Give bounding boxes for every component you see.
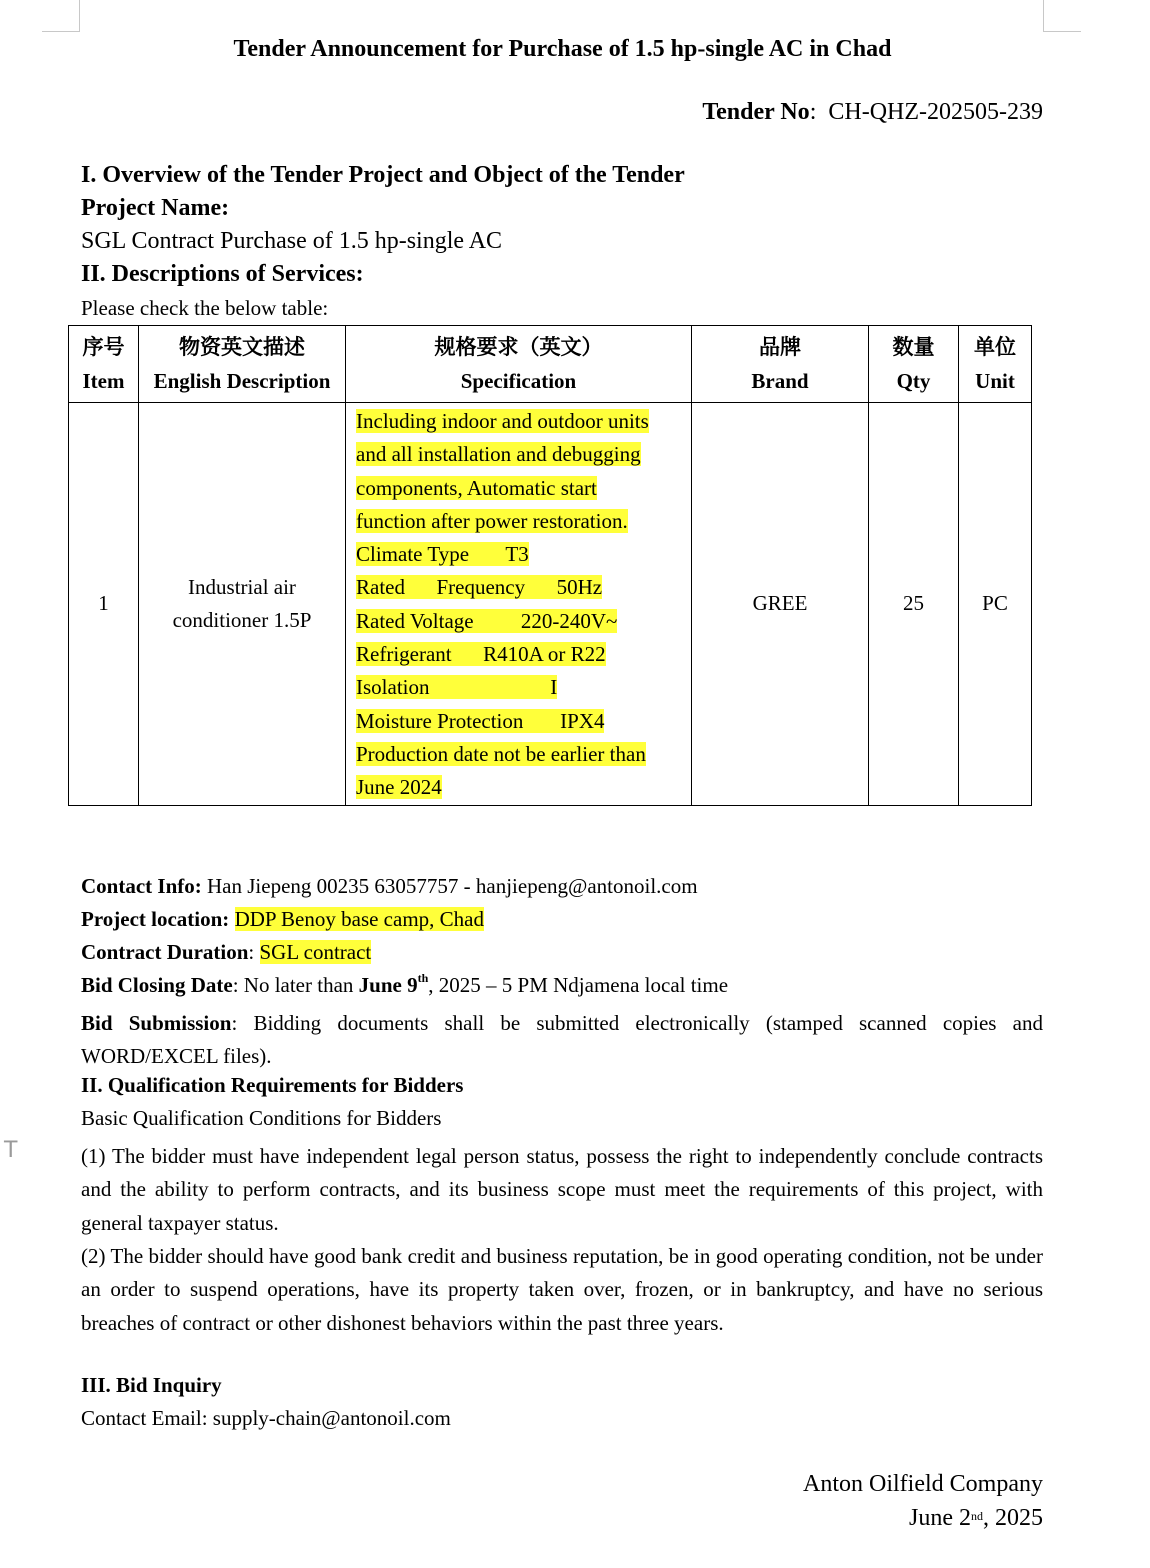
section2-heading: II. Descriptions of Services:: [81, 261, 364, 287]
header-unit: 单位 Unit: [959, 326, 1032, 403]
cell-brand: GREE: [692, 403, 869, 806]
header-specification: 规格要求（英文） Specification: [346, 326, 692, 403]
header-brand: 品牌 Brand: [692, 326, 869, 403]
bid-closing-date: Bid Closing Date: No later than June 9th, 2025 – 5 PM Ndjamena local time: [81, 971, 729, 997]
cell-unit: PC: [959, 403, 1032, 806]
signature-date: June 2nd, 2025: [909, 1505, 1043, 1531]
table-header-row: [69, 326, 1032, 403]
section1-heading: I. Overview of the Tender Project and Object of the Tender: [81, 162, 685, 188]
qualification-heading: II. Qualification Requirements for Bidders: [81, 1073, 464, 1097]
cell-description: Industrial air conditioner 1.5P: [139, 403, 346, 806]
signature-company: Anton Oilfield Company: [803, 1471, 1043, 1497]
header-item: 序号 Item: [69, 326, 139, 403]
specification-table: [68, 325, 1032, 806]
project-name-label: Project Name:: [81, 195, 230, 221]
header-description: 物资英文描述 English Description: [139, 326, 346, 403]
tender-number: [702, 99, 1043, 126]
cell-specification: Including indoor and outdoor units and all installation and debugging components, Automatic start function after power restoration. Climate Type T3 Rated Frequency 50Hz Rated Voltage 220-240V~ Refrigerant R410A or R22 Isolation I Moisture Protection IPX4 Production date not be earlier than June 2024: [346, 403, 692, 806]
project-location: Project location: DDP Benoy base camp, Chad: [81, 907, 484, 931]
qualification-item-1: (1) The bidder must have independent legal person status, possess the right to independently conclude contracts and the ability to perform contracts, and its business scope must meet the requirements of this project, with general taxpayer status.: [81, 1144, 1043, 1235]
crop-mark-top-right: [1043, 0, 1081, 32]
project-name-value: SGL Contract Purchase of 1.5 hp-single AC: [81, 228, 503, 254]
cell-item: 1: [69, 403, 139, 806]
tender-number-label: Tender No: [702, 99, 810, 125]
header-qty: 数量 Qty: [869, 326, 959, 403]
tender-number-separator: :: [809, 99, 817, 125]
document-title: Tender Announcement for Purchase of 1.5 hp-single AC in Chad: [233, 36, 892, 62]
cell-qty: 25: [869, 403, 959, 806]
text-cursor-marker: T: [4, 1138, 18, 1163]
table-row: [69, 403, 1032, 806]
inquiry-email: Contact Email: supply-chain@antonoil.com: [81, 1406, 451, 1430]
inquiry-heading: III. Bid Inquiry: [81, 1373, 222, 1397]
contract-duration: Contract Duration: SGL contract: [81, 940, 372, 964]
crop-mark-top-left: [42, 0, 80, 32]
contact-info: Contact Info: Han Jiepeng 00235 63057757 - hanjiepeng@antonoil.com: [81, 874, 698, 898]
qualification-subheading: Basic Qualification Conditions for Bidders: [81, 1106, 442, 1130]
table-intro: Please check the below table:: [81, 296, 329, 320]
qualification-item-2: (2) The bidder should have good bank credit and business reputation, be in good operating condition, not be under an order to suspend operations, have its property taken over, frozen, or in bankruptcy, and have no serious breaches of contract or other dishonest behaviors within the past three years.: [81, 1244, 1043, 1335]
tender-number-value: CH-QHZ-202505-239: [828, 99, 1043, 125]
bid-submission: Bid Submission: Bidding documents shall be submitted electronically (stamped scanned copies and WORD/EXCEL files).: [81, 1011, 1043, 1069]
